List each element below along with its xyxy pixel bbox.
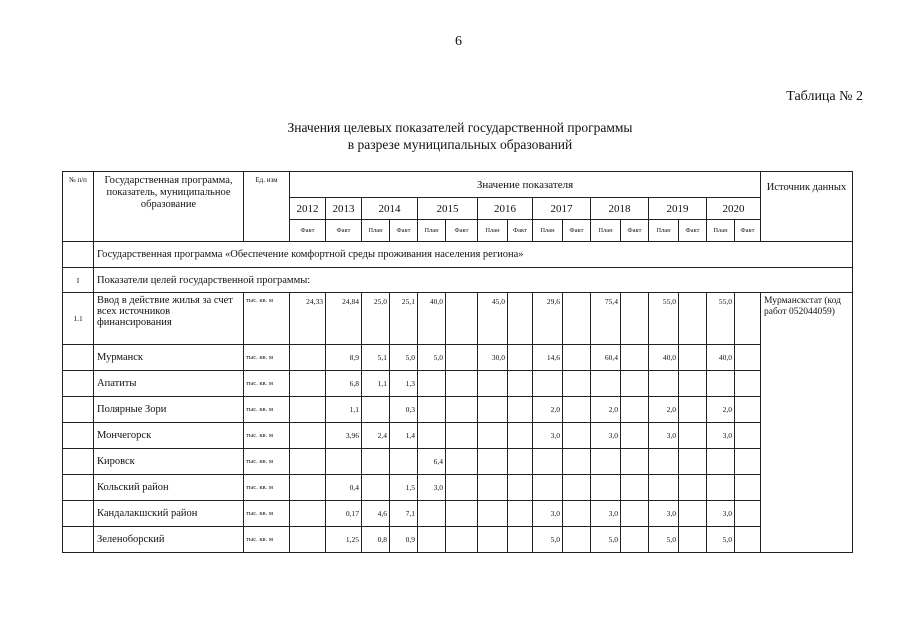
municipality-value — [290, 371, 326, 397]
table-row — [63, 501, 853, 527]
municipality-value — [446, 345, 478, 371]
municipality-value — [446, 371, 478, 397]
municipality-value — [621, 475, 649, 501]
municipality-value: 5,0 — [591, 527, 621, 553]
municipality-value — [621, 527, 649, 553]
table-row — [63, 449, 853, 475]
sub-header: План — [591, 220, 621, 242]
municipality-value — [563, 475, 591, 501]
municipality-value — [478, 527, 508, 553]
municipality-value: 2,0 — [649, 397, 679, 423]
table-row — [63, 475, 853, 501]
table-row — [63, 345, 853, 371]
municipality-value — [679, 475, 707, 501]
municipality-value: 40,0 — [649, 345, 679, 371]
indicator-value: 29,6 — [533, 293, 563, 345]
municipality-value — [679, 397, 707, 423]
municipality-value — [508, 449, 533, 475]
indicator-value — [735, 293, 761, 345]
sub-header: План — [533, 220, 563, 242]
municipality-value: 5,0 — [649, 527, 679, 553]
municipality-value — [735, 501, 761, 527]
row-num-cell — [63, 527, 94, 553]
municipality-value — [508, 397, 533, 423]
municipality-value — [621, 371, 649, 397]
table-row — [63, 423, 853, 449]
municipality-value — [735, 527, 761, 553]
indicator-value: 45,0 — [478, 293, 508, 345]
municipality-value: 3,0 — [418, 475, 446, 501]
municipality-value — [478, 449, 508, 475]
table-row — [63, 371, 853, 397]
sub-header: Факт — [326, 220, 362, 242]
municipality-value — [563, 371, 591, 397]
row-num-cell — [63, 371, 94, 397]
municipality-value: 5,1 — [362, 345, 390, 371]
municipality-value: 3,0 — [649, 501, 679, 527]
municipality-value: 7,1 — [390, 501, 418, 527]
indicator-row — [63, 293, 853, 345]
municipality-value — [508, 371, 533, 397]
municipality-value — [563, 449, 591, 475]
sub-header: Факт — [679, 220, 707, 242]
municipality-value — [446, 397, 478, 423]
municipality-value — [649, 449, 679, 475]
municipality-value: 3,0 — [707, 501, 735, 527]
municipality-value — [621, 449, 649, 475]
municipality-value — [478, 371, 508, 397]
municipality-value: 3,0 — [649, 423, 679, 449]
municipality-name: Полярные Зори — [94, 397, 244, 423]
sub-header: Факт — [446, 220, 478, 242]
indicator-value: 55,0 — [707, 293, 735, 345]
municipality-value — [735, 345, 761, 371]
municipality-value — [621, 501, 649, 527]
municipality-value — [478, 423, 508, 449]
table-label: Таблица № 2 — [786, 89, 863, 104]
municipality-value — [707, 475, 735, 501]
municipality-value — [591, 475, 621, 501]
year-header: 2012 — [290, 198, 326, 220]
municipality-value — [326, 449, 362, 475]
municipality-value: 40,0 — [707, 345, 735, 371]
municipality-name: Кандалакшский район — [94, 501, 244, 527]
source-cell: Мурманскстат (код работ 052044059) — [761, 293, 853, 553]
municipality-value: 0,3 — [390, 397, 418, 423]
municipality-value: 1,3 — [390, 371, 418, 397]
year-header: 2019 — [649, 198, 707, 220]
indicator-value — [508, 293, 533, 345]
municipality-value: 0,17 — [326, 501, 362, 527]
sub-header: План — [707, 220, 735, 242]
indicator-value — [563, 293, 591, 345]
indicator-value — [679, 293, 707, 345]
indicator-value — [446, 293, 478, 345]
table-title — [250, 119, 670, 153]
header-value: Значение показателя — [290, 172, 761, 198]
sub-header: Факт — [508, 220, 533, 242]
municipality-value — [563, 345, 591, 371]
title-line-1: Значения целевых показателей государственной программы — [287, 120, 633, 135]
row-num-cell — [63, 475, 94, 501]
municipality-value — [418, 501, 446, 527]
municipality-value — [563, 501, 591, 527]
row-num-cell — [63, 397, 94, 423]
indicator-value: 25,1 — [390, 293, 418, 345]
municipality-value — [707, 449, 735, 475]
municipality-value: 3,0 — [591, 423, 621, 449]
year-header: 2020 — [707, 198, 761, 220]
municipality-name: Мурманск — [94, 345, 244, 371]
indicator-value: 55,0 — [649, 293, 679, 345]
municipality-value: 5,0 — [390, 345, 418, 371]
municipality-value — [362, 475, 390, 501]
municipality-value — [390, 449, 418, 475]
year-header: 2013 — [326, 198, 362, 220]
municipality-name: Зеленоборский — [94, 527, 244, 553]
header-program: Государственная программа, показатель, муниципальное образование — [94, 172, 244, 242]
municipality-value: 5,0 — [533, 527, 563, 553]
municipality-value — [563, 397, 591, 423]
municipality-value — [735, 397, 761, 423]
municipality-value: 2,4 — [362, 423, 390, 449]
indicator-name: Ввод в действие жилья за счет всех источников финансирования — [94, 293, 244, 345]
year-header: 2015 — [418, 198, 478, 220]
municipality-value — [533, 371, 563, 397]
indicator-value: 24,33 — [290, 293, 326, 345]
municipality-value: 1,1 — [326, 397, 362, 423]
municipality-value — [290, 501, 326, 527]
municipality-value: 0,9 — [390, 527, 418, 553]
municipality-value — [508, 475, 533, 501]
municipality-unit: тыс. кв. м — [244, 345, 290, 371]
municipality-value — [649, 475, 679, 501]
municipality-value: 6,4 — [418, 449, 446, 475]
municipality-value — [735, 423, 761, 449]
municipality-value: 0,4 — [326, 475, 362, 501]
municipality-name: Кировск — [94, 449, 244, 475]
municipality-value — [679, 501, 707, 527]
municipality-value: 2,0 — [591, 397, 621, 423]
indicator-num: 1.1 — [63, 293, 94, 345]
municipality-value — [446, 527, 478, 553]
row-num-cell — [63, 423, 94, 449]
municipality-value — [563, 527, 591, 553]
municipality-name: Кольский район — [94, 475, 244, 501]
table-row — [63, 527, 853, 553]
municipality-value: 1,1 — [362, 371, 390, 397]
municipality-value: 30,0 — [478, 345, 508, 371]
municipality-value — [290, 527, 326, 553]
municipality-value — [478, 501, 508, 527]
municipality-unit: тыс. кв. м — [244, 475, 290, 501]
municipality-value: 3,0 — [533, 423, 563, 449]
municipality-value — [591, 371, 621, 397]
municipality-value — [591, 449, 621, 475]
municipality-value: 1,5 — [390, 475, 418, 501]
municipality-value — [735, 371, 761, 397]
row-num-cell — [63, 501, 94, 527]
sub-header: Факт — [290, 220, 326, 242]
header-unit: Ед. изм — [244, 172, 290, 242]
sub-header: План — [649, 220, 679, 242]
header-source: Источник данных — [761, 172, 853, 242]
municipality-value: 5,0 — [707, 527, 735, 553]
row-num-cell — [63, 449, 94, 475]
municipality-value — [290, 345, 326, 371]
municipality-value: 1,4 — [390, 423, 418, 449]
municipality-value — [418, 423, 446, 449]
municipality-value — [290, 397, 326, 423]
title-line-2: в разрезе муниципальных образований — [347, 137, 573, 152]
municipality-value: 3,96 — [326, 423, 362, 449]
municipality-unit: тыс. кв. м — [244, 397, 290, 423]
municipality-value — [418, 371, 446, 397]
indicator-value: 25,0 — [362, 293, 390, 345]
municipality-value — [290, 423, 326, 449]
municipality-value: 3,0 — [533, 501, 563, 527]
municipality-unit: тыс. кв. м — [244, 501, 290, 527]
municipality-value — [290, 449, 326, 475]
row-num-cell — [63, 345, 94, 371]
municipality-value — [621, 423, 649, 449]
municipality-value: 60,4 — [591, 345, 621, 371]
sub-header: План — [478, 220, 508, 242]
municipality-value: 3,0 — [591, 501, 621, 527]
municipality-value — [446, 475, 478, 501]
sub-header: Факт — [563, 220, 591, 242]
municipality-unit: тыс. кв. м — [244, 449, 290, 475]
sub-header: Факт — [621, 220, 649, 242]
municipality-value — [508, 501, 533, 527]
municipality-value — [508, 345, 533, 371]
year-header: 2016 — [478, 198, 533, 220]
indicator-table — [62, 171, 853, 553]
indicator-value: 75,4 — [591, 293, 621, 345]
municipality-value: 4,6 — [362, 501, 390, 527]
municipality-value: 3,0 — [707, 423, 735, 449]
municipality-value — [418, 527, 446, 553]
municipality-value — [533, 449, 563, 475]
sub-header: Факт — [735, 220, 761, 242]
municipality-value — [362, 449, 390, 475]
municipality-value: 2,0 — [707, 397, 735, 423]
municipality-value — [649, 371, 679, 397]
year-header: 2014 — [362, 198, 418, 220]
indicator-value: 40,0 — [418, 293, 446, 345]
municipality-unit: тыс. кв. м — [244, 527, 290, 553]
table-row — [63, 397, 853, 423]
municipality-value — [563, 423, 591, 449]
municipality-value: 2,0 — [533, 397, 563, 423]
municipality-value — [446, 501, 478, 527]
municipality-value — [418, 397, 446, 423]
page-number: 6 — [455, 34, 462, 49]
municipality-value: 6,8 — [326, 371, 362, 397]
header-num: № п/п — [63, 172, 94, 242]
municipality-value — [446, 423, 478, 449]
section-num: I — [63, 268, 94, 293]
sub-header: План — [362, 220, 390, 242]
municipality-value — [679, 423, 707, 449]
municipality-value — [290, 475, 326, 501]
municipality-value — [679, 345, 707, 371]
indicator-unit: тыс. кв. м — [244, 293, 290, 345]
indicator-value: 24,84 — [326, 293, 362, 345]
municipality-unit: тыс. кв. м — [244, 423, 290, 449]
year-header: 2017 — [533, 198, 591, 220]
municipality-value — [533, 475, 563, 501]
municipality-value — [707, 371, 735, 397]
year-header: 2018 — [591, 198, 649, 220]
municipality-unit: тыс. кв. м — [244, 371, 290, 397]
municipality-value — [446, 449, 478, 475]
municipality-value — [478, 475, 508, 501]
municipality-value — [679, 527, 707, 553]
municipality-value — [621, 345, 649, 371]
municipality-value — [735, 449, 761, 475]
municipality-value: 14,6 — [533, 345, 563, 371]
section-title: Показатели целей государственной программы: — [94, 268, 853, 293]
sub-header: План — [418, 220, 446, 242]
municipality-value — [478, 397, 508, 423]
municipality-name: Мончегорск — [94, 423, 244, 449]
indicator-value — [621, 293, 649, 345]
municipality-value — [735, 475, 761, 501]
municipality-value — [679, 371, 707, 397]
municipality-name: Апатиты — [94, 371, 244, 397]
municipality-value: 5,0 — [418, 345, 446, 371]
municipality-value — [362, 397, 390, 423]
program-num-cell — [63, 242, 94, 268]
municipality-value: 0,8 — [362, 527, 390, 553]
municipality-value — [508, 423, 533, 449]
municipality-value — [621, 397, 649, 423]
program-row: Государственная программа «Обеспечение комфортной среды проживания населения региона» — [94, 242, 853, 268]
municipality-value — [679, 449, 707, 475]
municipality-value: 8,9 — [326, 345, 362, 371]
sub-header: Факт — [390, 220, 418, 242]
municipality-value: 1,25 — [326, 527, 362, 553]
municipality-value — [508, 527, 533, 553]
